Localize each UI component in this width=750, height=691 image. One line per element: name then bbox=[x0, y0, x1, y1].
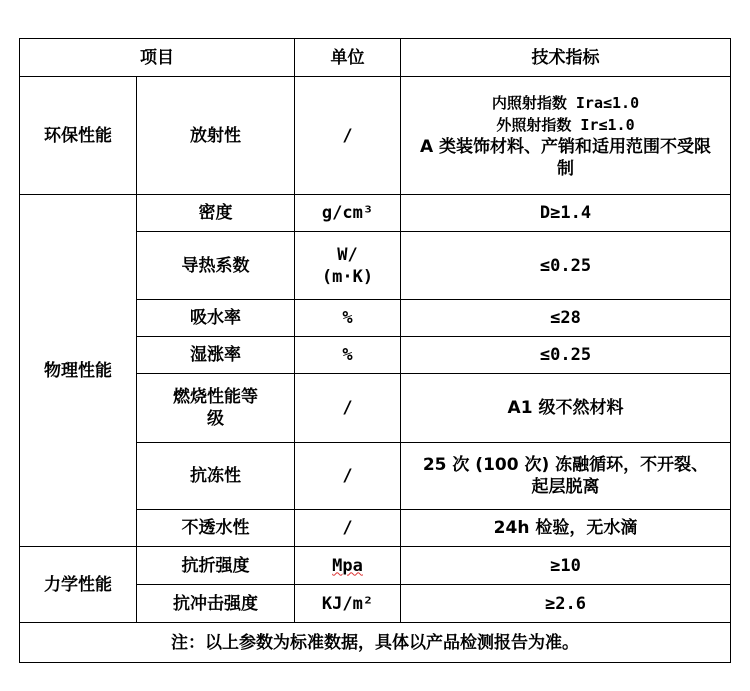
row-name: 密度 bbox=[137, 195, 295, 232]
row-unit: / bbox=[295, 443, 401, 510]
row-unit: / bbox=[295, 77, 401, 195]
spec-line: 制 bbox=[557, 158, 574, 179]
row-unit: / bbox=[295, 374, 401, 443]
footnote: 注：以上参数为标准数据，具体以产品检测报告为准。 bbox=[20, 623, 731, 663]
header-item: 项目 bbox=[20, 39, 295, 77]
row-name: 湿涨率 bbox=[137, 337, 295, 374]
row-name: 抗冲击强度 bbox=[137, 585, 295, 623]
spec-line: 起层脱离 bbox=[531, 477, 600, 497]
row-spec: ≥10 bbox=[401, 547, 731, 585]
row-spec bbox=[401, 443, 731, 510]
row-name: 放射性 bbox=[137, 77, 295, 195]
name-line: 级 bbox=[207, 409, 224, 429]
spec-line: 内照射指数 Ira≤1.0 bbox=[491, 93, 640, 112]
header-unit: 单位 bbox=[295, 39, 401, 77]
table-row bbox=[20, 77, 731, 195]
row-unit: / bbox=[295, 510, 401, 547]
spec-line: A 类装饰材料、产销和适用范围不受限 bbox=[419, 136, 712, 157]
row-name: 吸水率 bbox=[137, 300, 295, 337]
header-spec: 技术指标 bbox=[401, 39, 731, 77]
group-phys: 物理性能 bbox=[20, 195, 137, 547]
row-name: 抗冻性 bbox=[137, 443, 295, 510]
row-unit bbox=[295, 547, 401, 585]
table-row bbox=[20, 547, 731, 585]
row-spec: ≤0.25 bbox=[401, 232, 731, 300]
row-unit: % bbox=[295, 337, 401, 374]
name-line: 燃烧性能等 bbox=[173, 387, 258, 407]
row-name: 导热系数 bbox=[137, 232, 295, 300]
spec-line: 外照射指数 Ir≤1.0 bbox=[496, 115, 635, 134]
row-unit: KJ/m² bbox=[295, 585, 401, 623]
spec-table bbox=[19, 38, 731, 663]
unit-line: W/ bbox=[337, 244, 358, 265]
row-unit: % bbox=[295, 300, 401, 337]
note-row bbox=[20, 623, 731, 663]
row-spec: ≤0.25 bbox=[401, 337, 731, 374]
row-name bbox=[137, 374, 295, 443]
group-mech: 力学性能 bbox=[20, 547, 137, 623]
header-row bbox=[20, 39, 731, 77]
table-row bbox=[20, 195, 731, 232]
row-spec: A1 级不然材料 bbox=[401, 374, 731, 443]
row-spec: D≥1.4 bbox=[401, 195, 731, 232]
spec-line: 25 次 (100 次) 冻融循环，不开裂、 bbox=[422, 455, 709, 475]
row-unit bbox=[295, 232, 401, 300]
row-name: 抗折强度 bbox=[137, 547, 295, 585]
unit-line: (m·K) bbox=[321, 266, 374, 287]
row-spec: 24h 检验，无水滴 bbox=[401, 510, 731, 547]
row-name: 不透水性 bbox=[137, 510, 295, 547]
row-spec bbox=[401, 77, 731, 195]
row-unit: g/cm³ bbox=[295, 195, 401, 232]
group-env: 环保性能 bbox=[20, 77, 137, 195]
row-spec: ≤28 bbox=[401, 300, 731, 337]
unit-text: Mpa bbox=[332, 555, 363, 576]
row-spec: ≥2.6 bbox=[401, 585, 731, 623]
